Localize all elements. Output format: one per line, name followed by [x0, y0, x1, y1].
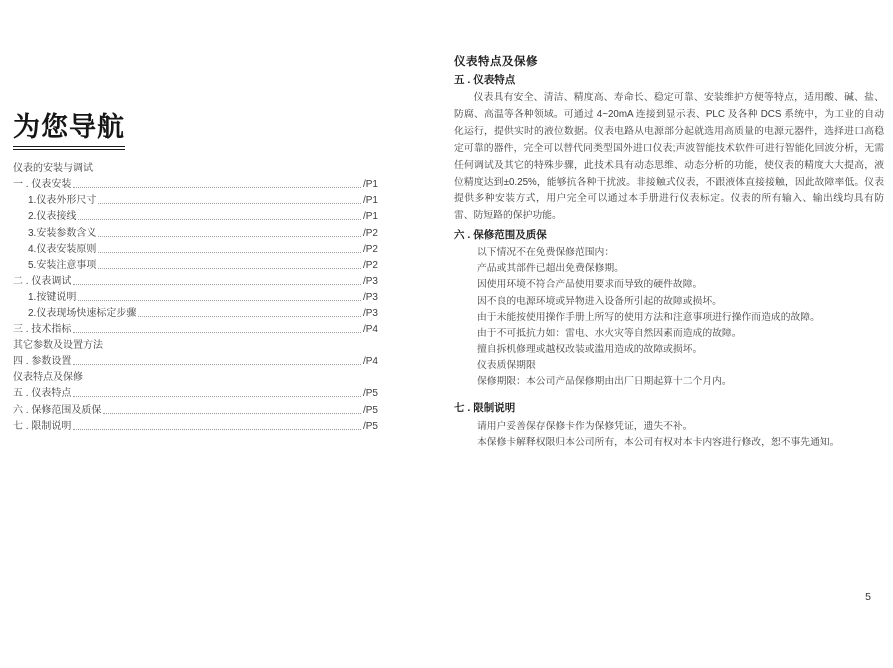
limitation-line: 本保修卡解释权限归本公司所有，本公司有权对本卡内容进行修改，恕不事先通知。 [477, 437, 840, 449]
content-heading: 仪表特点及保修 [454, 56, 538, 68]
toc-entry-label: 仪表的安装与调试 [13, 163, 93, 175]
toc-row [13, 256, 378, 272]
toc-page-ref: /P3 [362, 275, 378, 287]
toc-row [13, 240, 378, 256]
toc-row [13, 175, 378, 191]
warranty-line: 由于未能按使用操作手册上所写的使用方法和注意事项进行操作而造成的故障。 [477, 311, 820, 323]
section5-paragraph: 仪表具有安全、清洁、精度高、寿命长、稳定可靠、安装维护方便等特点，适用酸、碱、盐、防腐、高温等各种领域。可通过 4~20mA 连接到显示表、PLC 及各种 DCS 系统中，为工业的自动化运行，提供实时的液位数据。仪表电路从电源部分起就选用高质量的电源元器件，选择进口高稳定可靠的器件，完全可以替代同类型国外进口仪表;声波智能技术软件可进行智能化回波分析，无需任何调试及其它的特殊步骤，此技术具有动态思维、动态分析的功能，使仪表的精度大大提高，液位精度达到±0.25%，能够抗各种干扰波。非接触式仪表，不跟液体直接接触，因此故障率低。仪表提供多种安装方式，用户完全可以通过本手册进行仪表标定。仪表的所有输入、输出线均具有防雷、防短路的保护功能。 [454, 92, 884, 222]
warranty-line: 由于不可抵抗力如：雷电、水火灾等自然因素而造成的故障。 [477, 327, 742, 339]
content-column [454, 55, 884, 453]
toc-row [13, 384, 378, 400]
toc-leader-dots [78, 300, 361, 301]
toc-entry-label: 四 . 参数设置 [13, 356, 72, 368]
toc-row [13, 352, 378, 368]
toc-leader-dots [98, 268, 361, 269]
toc-row [13, 223, 378, 239]
toc-row [13, 207, 378, 223]
warranty-line: 产品或其部件已超出免费保修期。 [477, 263, 624, 275]
toc-entry-label: 其它参数及设置方法 [13, 340, 103, 352]
warranty-line: 仪表质保期限 [477, 359, 536, 371]
toc-entry-label: 仪表特点及保修 [13, 372, 83, 384]
toc-leader-dots [73, 429, 361, 430]
toc-row [13, 417, 378, 433]
warranty-exclusions-list [454, 245, 884, 390]
toc-entry-label: 1.仪表外形尺寸 [28, 195, 97, 207]
toc-row [13, 400, 378, 416]
section-limitations [454, 402, 884, 451]
toc-row [13, 191, 378, 207]
toc-entry-label: 一 . 仪表安装 [13, 179, 72, 191]
toc-entry-label: 二 . 仪表调试 [13, 275, 72, 287]
toc-page-ref: /P3 [362, 291, 378, 303]
toc-page-ref: /P2 [362, 259, 378, 271]
toc-page-ref: /P5 [362, 404, 378, 416]
toc-row [13, 336, 378, 352]
toc-leader-dots [98, 203, 361, 204]
toc-row [13, 320, 378, 336]
section7-heading: 七 . 限制说明 [454, 402, 516, 415]
section6-heading: 六 . 保修范围及质保 [454, 229, 547, 242]
toc-entry-label: 2.仪表接线 [28, 211, 77, 223]
warranty-line: 因不良的电源环境或异物进入设备所引起的故障或损坏。 [477, 295, 722, 307]
toc-leader-dots [78, 219, 361, 220]
section-instrument-features [454, 74, 884, 225]
warranty-line: 保修期限：本公司产品保修期由出厂日期起算十二个月内。 [477, 376, 732, 387]
toc-entry-label: 2.仪表现场快速标定步骤 [28, 307, 137, 319]
limitations-list [454, 419, 884, 451]
warranty-line: 擅自拆机修理或越权改装或滥用造成的故障或损坏。 [477, 343, 703, 355]
toc-entry-label: 1.按键说明 [28, 291, 77, 303]
toc-leader-dots [73, 364, 361, 365]
toc-entry-label: 七 . 限制说明 [13, 420, 72, 432]
toc-leader-dots [98, 252, 361, 253]
toc-row [13, 272, 378, 288]
toc-page-ref: /P4 [362, 356, 378, 368]
toc-page-ref: /P2 [362, 227, 378, 239]
toc-page-ref: /P1 [362, 195, 378, 207]
section-warranty-scope [454, 229, 884, 390]
toc-leader-dots [73, 187, 361, 188]
toc-leader-dots [98, 236, 361, 237]
toc-leader-dots [73, 332, 361, 333]
toc-leader-dots [138, 316, 361, 317]
toc-row [13, 159, 378, 175]
toc-entry-label: 4.仪表安装原则 [28, 243, 97, 255]
toc-entry-label: 三 . 技术指标 [13, 324, 72, 336]
toc-leader-dots [103, 413, 361, 414]
page-number: 5 [865, 591, 871, 603]
toc-list [13, 159, 378, 433]
toc-page-ref: /P5 [362, 420, 378, 432]
toc-title: 为您导航 [13, 112, 125, 150]
toc-page-ref: /P1 [362, 179, 378, 191]
toc-entry-label: 3.安装参数含义 [28, 227, 97, 239]
toc-row [13, 368, 378, 384]
toc-page-ref: /P3 [362, 307, 378, 319]
section5-heading: 五 . 仪表特点 [454, 74, 516, 86]
toc-column [13, 112, 378, 433]
toc-page-ref: /P1 [362, 211, 378, 223]
toc-row [13, 288, 378, 304]
toc-row [13, 304, 378, 320]
toc-entry-label: 五 . 仪表特点 [13, 388, 72, 400]
toc-entry-label: 六 . 保修范围及质保 [13, 404, 102, 416]
toc-leader-dots [73, 396, 361, 397]
toc-entry-label: 5.安装注意事项 [28, 259, 97, 271]
warranty-line: 以下情况不在免费保修范围内： [477, 247, 615, 259]
limitation-line: 请用户妥善保存保修卡作为保修凭证，遗失不补。 [477, 421, 693, 433]
toc-page-ref: /P2 [362, 243, 378, 255]
toc-leader-dots [73, 284, 361, 285]
toc-page-ref: /P4 [362, 324, 378, 336]
warranty-line: 因使用环境不符合产品使用要求而导致的硬件故障。 [477, 279, 703, 291]
toc-page-ref: /P5 [362, 388, 378, 400]
